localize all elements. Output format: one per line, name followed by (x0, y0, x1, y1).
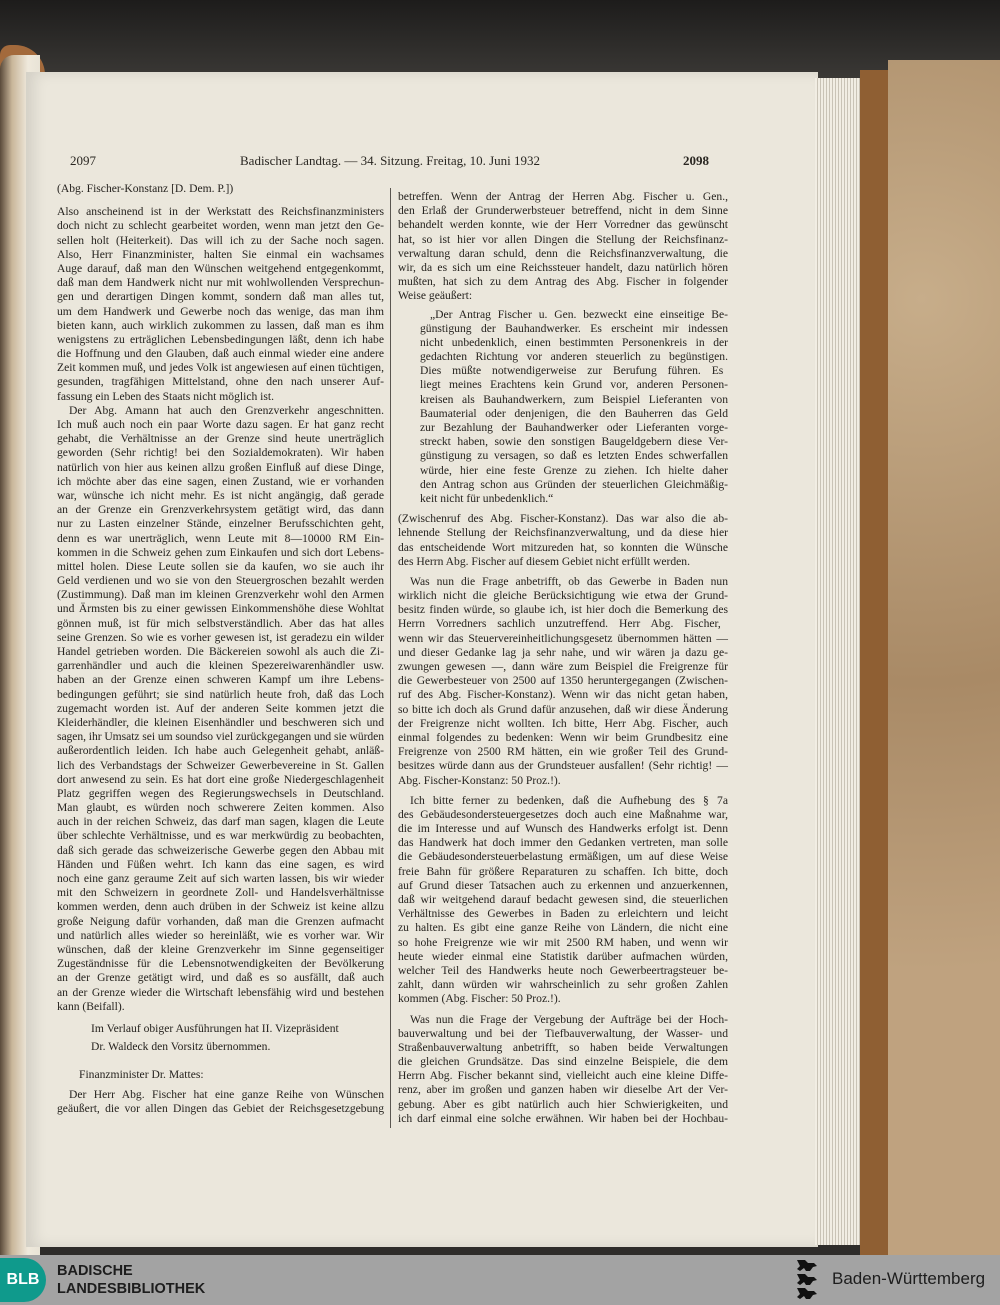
text-line: die im Interesse und auf Wunsch des Handwerks erfolgt ist. Denn (398, 822, 728, 836)
text-line: die Gebäudesondersteuerbelastung ermäßigen, um auf diese Weise (398, 850, 728, 864)
marbled-endpaper (888, 60, 1000, 1255)
text-line: kommen in die Schweiz gehen zum Einkaufen und sich dort Lebens- (57, 545, 384, 559)
note-block (57, 1020, 384, 1056)
text-line: besitzes würde dann aus der Grundsteuer ausfallen! (Sehr richtig! — (398, 759, 728, 773)
text-line: Weise geäußert: (398, 289, 473, 303)
paragraph (57, 404, 384, 1014)
text-line: mittel holen. Diese Leute sollen sie da kaufen, wo sie auch ihr (57, 559, 384, 573)
text-line: Platz gegriffen wegen des Regierungswechsels in Deutschland. (57, 786, 384, 800)
text-line: besitz finden würde, so glaube ich, ist hier doch die Bemerkung des (398, 603, 728, 617)
text-line: das entscheidende Wort mitzureden hat, so konnten die Wünsche (398, 540, 728, 554)
text-line: freie Bahn für größere Reparaturen zu schaffen. Ich bitte, doch (398, 864, 728, 878)
text-line: Baumaterial oder denjenigen, die den Bauherren das Geld (420, 406, 728, 420)
text-line: zu halten. Es gibt eine ganze Reihe von Ländern, die nicht eine (398, 921, 728, 935)
text-line: an der Grenze ein Grenzverkehrsystem getätigt wird, das dann (57, 503, 384, 517)
text-line: um dem Handwerk und Gewerbe noch das wenige, das man ihm (57, 304, 384, 318)
text-line: Dies müßte notwendigerweise zur Berufung führen. Es (420, 364, 724, 378)
page-number-right: 2098 (683, 153, 709, 168)
text-line: wirklich nicht die gleiche Berücksichtigung wie etwa der Grund- (398, 589, 728, 603)
text-line: wenigstens zu erträglichen Lebensbedingungen läßt, denn ich habe (57, 332, 384, 346)
text-line: Der Abg. Amann hat auch den Grenzverkehr angeschnitten. (69, 403, 384, 417)
text-line: renz, aber im großen und ganzen haben wir dieselbe Art der Ver- (398, 1083, 728, 1097)
text-line: an der Grenze getätigt wird, und daß es so ausfällt, daß auch (57, 971, 384, 985)
text-line: Händen und Füßen wehrt. Ich kann das eine sagen, es wird (57, 857, 384, 871)
text-line: des Herrn Abg. Fischer auf diesem Gebiet nicht erfüllt werden. (398, 554, 691, 568)
text-line: Verhältnisse des Gewerbes in Baden zu erleichtern und leicht (398, 907, 728, 921)
blb-logo[interactable]: BLB (0, 1258, 46, 1302)
text-line: zwungen gewesen —, dann wäre zum Beispiel die Freigrenze für (398, 660, 728, 673)
text-line: denn es war unerträglich, wenn Leute mit 8—10000 RM Ein- (57, 531, 384, 545)
text-line: gebung. Aber es gibt natürlich auch hier Schwierigkeiten, und (398, 1097, 728, 1111)
text-line: Zeit kommen muß, und jedes Volk ist angewiesen auf einen tüchtigen, (57, 361, 384, 375)
text-line: streckt haben, sowie den sonstigen Baugeldgebern diese Ver- (420, 435, 728, 449)
paragraph (57, 1088, 384, 1116)
text-line: Handel getrieben worden. Die Bäckereien sowohl als auch die Zi- (57, 645, 384, 658)
text-line: verwaltung daran schuld, denn die Reichsfinanzverwaltung, die (398, 246, 728, 260)
text-line: würde, hier eine feste Grenze zu ziehen. Ich hielte daher (420, 463, 728, 477)
paragraph (398, 794, 728, 1007)
three-lions-icon (793, 1258, 821, 1302)
text-line: Zugeständnisse für die Lebensnotwendigkeiten der Bevölkerung (57, 957, 384, 971)
book-cover (860, 70, 890, 1255)
text-line: garrenhändler und auch die kleinen Spezereiwarenhändler usw. (57, 659, 384, 673)
text-line: lich des Verbandstags der Schweizer Gewerbevereine in St. Gallen (57, 758, 384, 772)
text-line: gen und derartigen Dingen kommt, sondern daß man alles tut, (57, 290, 384, 304)
text-line: daß sich gerade das schweizerische Gewerbe gegen den Abbau mit (57, 843, 384, 857)
text-line: gedachten Richtung vor anderen steuerlich zu begünstigen. (420, 350, 728, 364)
text-line: lehnende Stellung der Reichsfinanzverwaltung, und da diese hier (398, 526, 728, 540)
text-line: Dr. Waldeck den Vorsitz übernommen. (91, 1039, 271, 1053)
heading-block (57, 182, 384, 196)
text-line: günstigung zu versagen, so daß es letzten Endes schwerfallen (420, 449, 728, 463)
text-line: kommen (Abg. Fischer: 50 Proz.!). (398, 992, 561, 1006)
text-line: den Erlaß der Grunderwerbsteuer betreffend, nicht in dem Sinne (398, 204, 728, 218)
text-line: haben an der Grenze einen schweren Kampf um ihre Lebens- (57, 673, 384, 687)
text-line: Kleiderhändler, die kleinen Eisenhändler und beschweren sich und (57, 715, 384, 729)
text-line: betreffen. Wenn der Antrag der Herren Abg. Fischer u. Gen., (398, 190, 728, 203)
paragraph (398, 575, 728, 788)
text-line: mußten, hat sich zu dem Antrag des Abg. Fischer in folgender (398, 275, 728, 289)
text-line: behandelt werden konnte, wie der Herr Vorredner das gewünscht (398, 218, 728, 232)
paragraph (398, 1013, 728, 1127)
text-line: die Hoffnung und den Glauben, daß auch einmal wieder eine andere (57, 347, 384, 361)
text-line: Im Verlauf obiger Ausführungen hat II. Vizepräsident (91, 1021, 339, 1035)
text-line: Geld verdienen und wo sie von den Steuergroschen bezahlt werden (57, 574, 384, 588)
paragraph (398, 512, 728, 569)
text-line: Der Herr Abg. Fischer hat eine ganze Reihe von Wünschen (69, 1088, 384, 1102)
quote-block (398, 308, 728, 507)
text-line: keit nicht für unbedenklich.“ (420, 491, 554, 505)
text-line: wünschen, daß der kleine Grenzverkehr im Sinne gegenseitiger (57, 942, 384, 956)
left-column (57, 182, 384, 1116)
text-line: den Antrag schon aus Gründen der steuerlichen Gleichmäßig- (420, 477, 728, 491)
text-line: über schlechte Verhältnisse, und es war merkwürdig zu beobachten, (57, 829, 384, 843)
text-line: Abg. Fischer-Konstanz: 50 Proz.!). (398, 773, 561, 787)
column-divider (390, 188, 391, 1128)
text-line: gesunden, tragfähigen Mittelstand, ohne den nach unserer Auf- (57, 375, 384, 389)
text-line: zur Bezahlung der Bauhandwerker oder Lieferanten vorge- (420, 421, 728, 434)
text-line: und dieser Gedanke lag ja sehr nahe, und wir wären ja dazu ge- (398, 645, 728, 659)
text-line: so bitte ich doch als Grund dafür anzusehen, daß wir diese Änderung (398, 702, 728, 716)
text-line: seine Grenzen. So wie es vorher gewesen ist, ist geradezu ein wilder (57, 630, 384, 644)
text-line: und Ärmsten bis zu einer gewissen Einkommenshöhe diese Wohltat (57, 602, 384, 616)
text-line: zahlt, dann würden wir wahrscheinlich zu sehr großen Zahlen (398, 978, 728, 992)
library-name-line2: LANDESBIBLIOTHEK (57, 1281, 206, 1297)
running-title: Badischer Landtag. — 34. Sitzung. Freitag, 10. Juni 1932 (240, 153, 541, 168)
text-line: Herrn Vorredners sachlich unzutreffend. Herr Abg. Fischer, (398, 617, 721, 631)
text-line: wenn wir das Steuervereinheitlichungsgesetz übernommen hätten — (398, 631, 728, 645)
text-line: Freigrenze von 2500 RM hätten, ein wie großer Teil des Grund- (398, 745, 728, 759)
text-line: war, wünsche ich nicht mehr. Es ist nicht angängig, daß gerade (57, 488, 384, 502)
text-line: die gleichen Grundsätze. Das sind einzelne Beispiele, die dem (398, 1055, 728, 1069)
text-line: die Gewerbesteuer von 2500 auf 1350 heruntergegangen (Zwischen- (398, 674, 728, 688)
page-number-left: 2097 (70, 153, 96, 168)
text-line: liegt meines Erachtens kein Grund vor, anderen Personen- (420, 378, 728, 392)
text-line: bieten kann, auch wirklich zukommen zu lassen, daß man es ihm (57, 318, 384, 332)
text-line: Herrn Abg. Fischer bekannt sind, vielleicht auch eine kleine Diffe- (398, 1069, 728, 1083)
footer-bar (0, 1255, 1000, 1305)
text-line: geworden (Sehr richtig! bei den Sozialdemokraten). Wir haben (57, 446, 384, 460)
text-line: ich darf einmal eine solche erwähnen. Wir haben bei der Hochbau- (398, 1111, 728, 1125)
text-line: gehabt, die Verhältnisse an der Grenze sind heute unerträglich (57, 432, 384, 446)
text-line: (Abg. Fischer-Konstanz [D. Dem. P.]) (57, 182, 234, 195)
background (0, 0, 1000, 80)
text-line: Also anscheinend ist in der Werkstatt des Reichsfinanzministers (57, 205, 384, 219)
text-line: Finanzminister Dr. Mattes: (79, 1067, 204, 1081)
paragraph (398, 190, 728, 304)
text-line: Straßenbauverwaltung anbetrifft, so haben beide Verwaltungen (398, 1040, 728, 1054)
text-line: Was nun die Frage der Vergebung der Aufträge bei der Hoch- (410, 1012, 728, 1026)
text-line: welcher Teil des Handwerks heute noch Gewerbeertragsteuer be- (398, 963, 728, 977)
text-line: dort anwesend zu sein. Es hat dort eine große Niedergeschlagenheit (57, 772, 384, 786)
text-line: Man glaubt, es würden noch schwerere Zeiten kommen. Also (57, 801, 384, 815)
text-line: daß man dem Handwerk nicht nur mit wohlwollenden Versprechun- (57, 276, 384, 290)
text-line: günstigung der Bauhandwerker. Es erscheint mir indessen (420, 321, 728, 335)
text-line: (Zwischenruf des Abg. Fischer-Konstanz). Das war also die ab- (398, 512, 728, 526)
text-line: und natürlich alles wieder so hereinläßt, wie es vorher war. Wir (57, 928, 384, 942)
text-line: bauverwaltung und bei der Tiefbauverwaltung, der Wasser- und (398, 1026, 728, 1040)
text-line: Was nun die Frage anbetrifft, ob das Gewerbe in Baden nun (410, 574, 728, 588)
text-line: außerordentlich leiden. Ich habe auch Gelegenheit gehabt, anläß- (57, 744, 384, 758)
library-name[interactable] (57, 1262, 205, 1298)
text-line: auch in der reichen Schweiz, das darf man sagen, klagen die Leute (57, 815, 384, 829)
text-line: Ich muß auch noch ein paar Worte dazu sagen. Er hat ganz recht (57, 418, 384, 431)
text-line: (Zustimmung). Daß man im kleinen Grenzverkehr wohl den Armen (57, 588, 384, 602)
text-line: zugemacht worden ist. Auf der anderen Seite kommen jetzt die (57, 701, 384, 715)
text-line: Also, Herr Finanzminister, halten Sie einmal ein wachsames (57, 247, 384, 261)
text-line: des Gebäudesondersteuergesetzes doch auch eine Maßnahme war, (398, 807, 728, 821)
text-line: ruf des Abg. Fischer-Konstanz). Wenn wir das nicht getan haben, (398, 688, 728, 702)
text-line: natürlich von hier aus keinen allzu großen Einfluß auf diese Dinge, (57, 460, 384, 474)
text-line: heute wieder einmal eine Statistik darüber aufmachen würden, (398, 949, 728, 963)
text-line: bedingungen geführt; sie sind natürlich heute froh, daß das Loch (57, 687, 384, 701)
right-column (398, 190, 728, 1126)
page-stack-edge (815, 78, 863, 1245)
text-line: das Handwerk hat doch immer den Gedanken vertreten, man solle (398, 836, 728, 850)
text-line: so hohe Freigrenze wie wir mit 2500 RM haben, und wenn wir (398, 935, 728, 949)
text-line: ich möchte aber das eine sagen, einen Zustand, wie er vorhanden (57, 474, 384, 488)
library-name-line1: BADISCHE (57, 1263, 133, 1279)
text-line: Auge darauf, daß man den Wünschen weitgehend entgegenkommt, (57, 261, 384, 275)
text-line: auf Grund dieser Tatsachen auch zu erkennen und anzuerkennen, (398, 878, 728, 892)
text-line: wir, da es sich um eine Reichssteuer handelt, dazu natürlich hören (398, 260, 728, 274)
text-line: hat, so ist hier vor allen Dingen die Stellung der Reichsfinanz- (398, 232, 728, 246)
text-line: doch nicht zu schlecht gearbeitet worden, wenn man jetzt den Ge- (57, 219, 384, 233)
text-line: geäußert, die vor allen Dingen das Gebiet der Reichsgesetzgebung (57, 1102, 384, 1116)
text-line: „Der Antrag Fischer u. Gen. bezweckt eine einseitige Be- (430, 307, 728, 321)
text-line: sellen holt (Heiterkeit). Das will ich zu der Sache noch sagen. (57, 233, 384, 247)
text-line: nur zu Lasten einzelner Stände, einzelner Berufsschichten geht, (57, 517, 384, 531)
speaker-block (57, 1068, 384, 1082)
text-line: Ich bitte ferner zu bedenken, daß die Aufhebung des § 7a (410, 793, 728, 807)
text-line: gönnen muß, ist für mich selbstverständlich. Aber das hat alles (57, 616, 384, 630)
text-line: der Freigrenze nicht wollten. Ich bitte, Herr Abg. Fischer, auch (398, 716, 728, 730)
text-line: nicht unbedenklich, einen bestimmten Personenkreis in der (420, 335, 728, 349)
text-line: mit den Schweizern in geordnete Zoll- und Handelsverhältnisse (57, 886, 384, 900)
text-line: fassung ein Leben des Staats nicht möglich ist. (57, 389, 275, 403)
text-line: daß wir weitgehend darauf bedacht gewesen sind, die steuerlichen (398, 893, 728, 906)
text-line: große Neigung dafür vorhanden, daß man die Grenzen aufmacht (57, 914, 384, 928)
text-line: kommen werden, denn auch drüben in der Schweiz ist keine allzu (57, 900, 384, 914)
text-line: noch eine ganz geraume Zeit auf sich warten lassen, bis wir wieder (57, 872, 384, 885)
text-line: einmal folgendes zu bedenken: Wenn wir beim Grundbesitz eine (398, 730, 728, 744)
text-line: an der Grenze wieder die Wirtschaft lebensfähig wird und bestehen (57, 985, 384, 999)
state-name[interactable]: Baden-Württemberg (832, 1269, 986, 1288)
paragraph (57, 205, 384, 404)
text-line: sagen, ihr Umsatz sei um soundso viel zurückgegangen und sie würden (57, 730, 384, 744)
text-line: kann (Beifall). (57, 999, 125, 1013)
text-line: kreisen als Bauhandwerkern, zum Beispiel Lieferanten von (420, 392, 728, 406)
